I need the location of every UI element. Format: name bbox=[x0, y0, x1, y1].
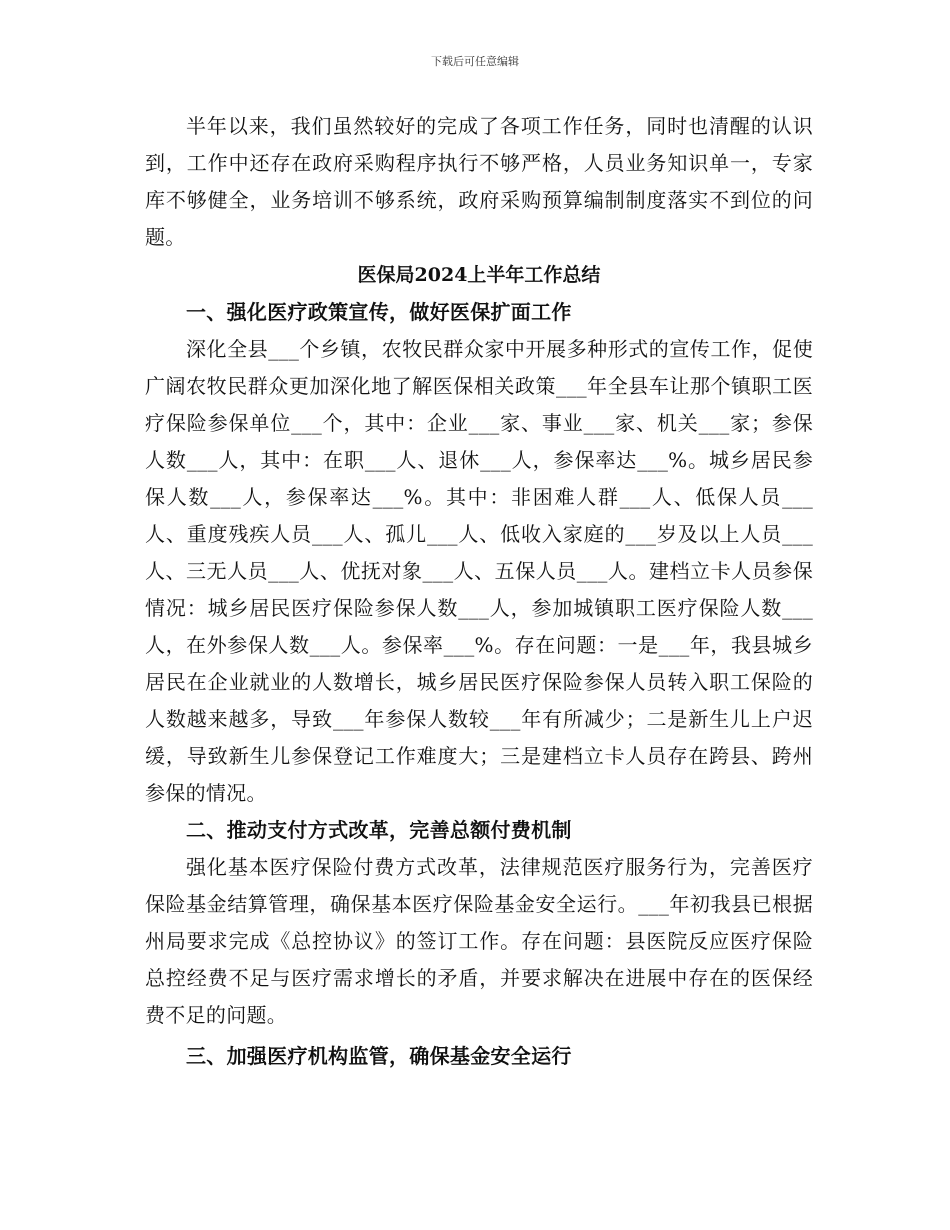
section-3-heading: 三、加强医疗机构监管，确保基金安全运行 bbox=[186, 1044, 572, 1068]
section-1-paragraph: 深化全县___个乡镇，农牧民群众家中开展多种形式的宣传工作，促使广阔农牧民群众更加深化地了解医保相关政策___年全县车让那个镇职工医疗保险参保单位___个，其中：企业___家、事业___家、机关___家；参保人数___人，其中：在职___人、退休___人，参保率达___%。城乡居民参保人数___人，参保率达___%。其中：非困难人群___人、低保人员___人、重度残疾人员___人、孤儿___人、低收入家庭的___岁及以上人员___人、三无人员___人、优抚对象___人、五保人员___人。建档立卡人员参保情况：城乡居民医疗保险参保人数___人，参加城镇职工医疗保险人数___人，在外参保人数___人。参保率___%。存在问题：一是___年，我县城乡居民在企业就业的人数增长，城乡居民医疗保险参保人员转入职工保险的人数越来越多，导致___年参保人数较___年有所减少；二是新生儿上户迟缓，导致新生儿参保登记工作难度大；三是建档立卡人员存在跨县、跨州参保的情况。 bbox=[145, 337, 813, 805]
intro-paragraph: 半年以来，我们虽然较好的完成了各项工作任务，同时也清醒的认识到，工作中还存在政府采购程序执行不够严格，人员业务知识单一，专家库不够健全，业务培训不够系统，政府采购预算编制制度落实不到位的问题。 bbox=[145, 114, 813, 249]
section-2-paragraph: 强化基本医疗保险付费方式改革，法律规范医疗服务行为，完善医疗保险基金结算管理，确保基本医疗保险基金安全运行。___年初我县已根据州局要求完成《总控协议》的签订工作。存在问题：县医院反应医疗保险总控经费不足与医疗需求增长的矛盾，并要求解决在进展中存在的医保经费不足的问题。 bbox=[145, 855, 813, 1027]
section-2-heading: 二、推动支付方式改革，完善总额付费机制 bbox=[186, 818, 572, 842]
section-1-heading: 一、强化医疗政策宣传，做好医保扩面工作 bbox=[186, 300, 572, 324]
page-header: 下载后可任意编辑 bbox=[431, 55, 519, 68]
document-title: 医保局2024上半年工作总结 bbox=[357, 264, 601, 286]
document-body bbox=[145, 108, 813, 1075]
